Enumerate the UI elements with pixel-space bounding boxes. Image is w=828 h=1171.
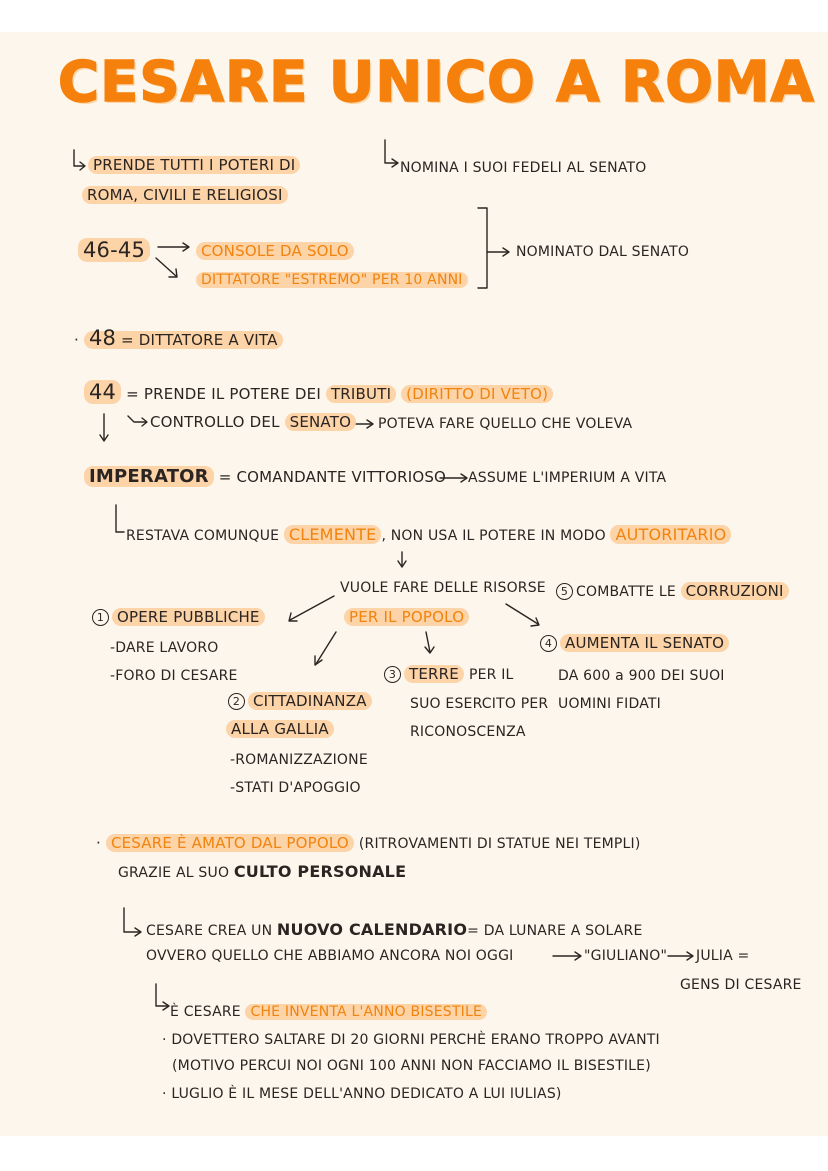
aumenta-senato: 4 AUMENTA IL SENATO [540, 634, 729, 652]
dittatore-vita: · 48 = DITTATORE A VITA [74, 326, 283, 350]
julia: JULIA = [696, 948, 750, 964]
giuliano: "GIULIANO" [584, 948, 668, 964]
cittadinanza: 2 CITTADINANZA [228, 692, 372, 710]
uomini-fidati: UOMINI FIDATI [558, 696, 662, 712]
line-restava: RESTAVA COMUNQUE CLEMENTE , NON USA IL POTERE IN MODO AUTORITARIO [126, 525, 731, 544]
nomina-fedeli: NOMINA I SUOI FEDELI AL SENATO [400, 160, 647, 176]
opere-pubbliche: 1 OPERE PUBBLICHE [92, 608, 265, 626]
ovvero-oggi: OVVERO QUELLO CHE ABBIAMO ANCORA NOI OGGI [146, 948, 514, 964]
nominato-senato: NOMINATO DAL SENATO [516, 244, 690, 260]
romanizzazione: -ROMANIZZAZIONE [230, 752, 368, 768]
assume-imperium: ASSUME L'IMPERIUM A VITA [468, 470, 667, 486]
combatte-corruzioni: 5 COMBATTE LE CORRUZIONI [556, 582, 789, 600]
suo-esercito: SUO ESERCITO PER [410, 696, 549, 712]
luglio-iulias: · LUGLIO È IL MESE DELL'ANNO DEDICATO A LUI IULIAS) [162, 1086, 562, 1102]
gens-cesare: GENS DI CESARE [680, 977, 802, 993]
console-da-solo: CONSOLE DA SOLO [196, 242, 354, 260]
dittatore-estremo: DITTATORE "ESTREMO" PER 10 ANNI [196, 272, 468, 288]
per-il-popolo: PER IL POPOLO [344, 608, 469, 626]
poteri-line1: PRENDE TUTTI I POTERI DI [88, 156, 300, 174]
year-46-45: 46-45 [78, 238, 150, 262]
foro-cesare: -FORO DI CESARE [110, 668, 238, 684]
riconoscenza: RICONOSCENZA [410, 724, 526, 740]
da-600-900: DA 600 a 900 DEI SUOI [558, 668, 725, 684]
dare-lavoro: -DARE LAVORO [110, 640, 219, 656]
motivo-bisestile: (MOTIVO PERCUI NOI OGNI 100 ANNI NON FACCIAMO IL BISESTILE) [172, 1058, 651, 1074]
line-imperator: IMPERATOR = COMANDANTE VITTORIOSO [84, 466, 446, 487]
dovettero-saltare: · DOVETTERO SALTARE DI 20 GIORNI PERCHÈ ERANO TROPPO AVANTI [162, 1032, 660, 1048]
line-controllo: CONTROLLO DEL SENATO [150, 413, 356, 431]
vuole-risorse: VUOLE FARE DELLE RISORSE [340, 580, 546, 596]
alla-gallia: ALLA GALLIA [226, 720, 334, 738]
anno-bisestile: È CESARE CHE INVENTA L'ANNO BISESTILE [170, 1004, 487, 1020]
terre: 3 TERRE PER IL [384, 665, 514, 683]
poteri-line2: ROMA, CIVILI E RELIGIOSI [82, 186, 288, 204]
page-title: CESARE UNICO A ROMA [58, 50, 815, 115]
line-44: 44 = PRENDE IL POTERE DEI TRIBUTI (DIRITTO DI VETO) [84, 380, 553, 404]
amato-popolo: · CESARE È AMATO DAL POPOLO (RITROVAMENTI DI STATUE NEI TEMPLI) [96, 834, 641, 852]
poteva-fare: POTEVA FARE QUELLO CHE VOLEVA [378, 416, 633, 432]
stati-appoggio: -STATI D'APOGGIO [230, 780, 361, 796]
nuovo-calendario: CESARE CREA UN NUOVO CALENDARIO= DA LUNARE A SOLARE [146, 920, 643, 939]
culto-personale: GRAZIE AL SUO CULTO PERSONALE [118, 862, 407, 881]
